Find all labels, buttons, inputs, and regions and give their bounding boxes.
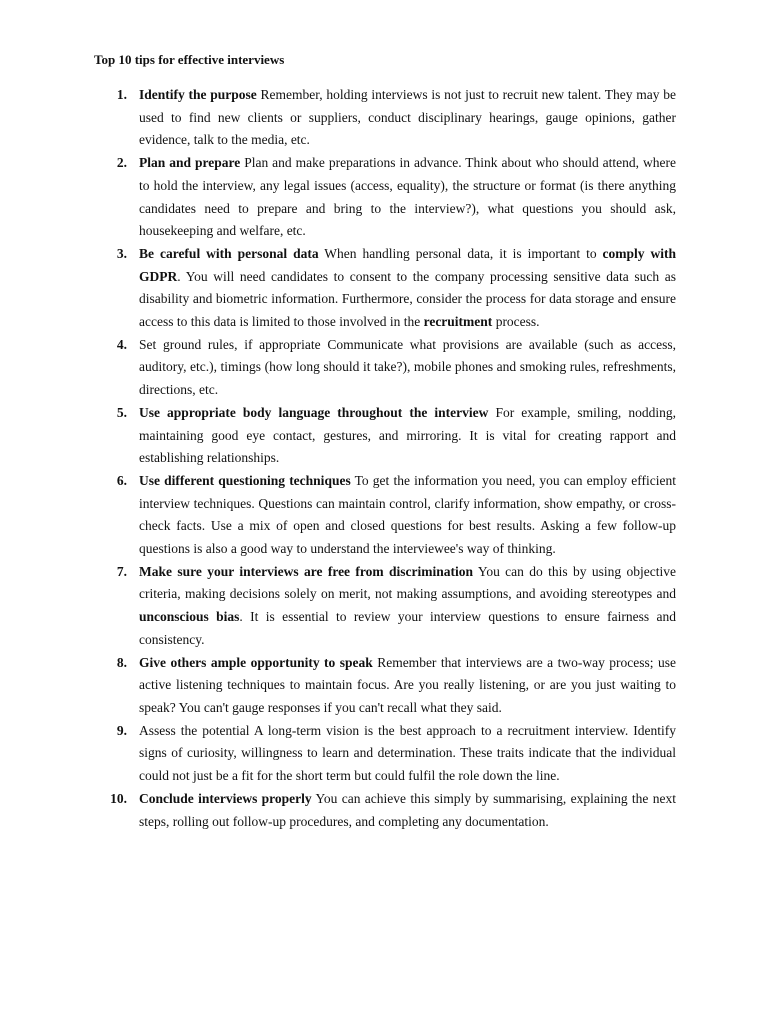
tip-body: To get the information you need, you can employ efficient interview techniques. Questions can maintain control, clarify information, show empathy, or cross-check facts. Use a mix of open and closed questions for best results. Asking a few follow-up questions is also a good way to understand the interviewee's way of thinking. xyxy=(139,472,677,557)
tip-body: Set ground rules, if appropriate Communicate what provisions are available (such as access, auditory, etc.), timings (how long should it take?), mobile phones and smoking rules, refreshments, directions, etc. xyxy=(139,336,676,398)
tip-text xyxy=(139,84,676,152)
tip-body: Remember that interviews are a two-way process; use active listening techniques to maintain focus. Are you really listening, or are you just waiting to speak? You can't gauge responses if you can't recall what they said. xyxy=(139,654,676,715)
tip-text xyxy=(139,152,676,243)
tip-number: 6. xyxy=(116,472,127,488)
tip-heading: Be careful with personal data xyxy=(139,245,319,261)
tip-heading: Use different questioning techniques xyxy=(139,472,351,488)
tip-item xyxy=(0,470,768,561)
tip-body: Remember, holding interviews is not just to recruit new talent. They may be used to find new clients or suppliers, conduct disciplinary hearings, gauge opinions, gather evidence, talk to the media, etc. xyxy=(139,87,676,148)
tip-body: When handling personal data, it is important to xyxy=(318,245,603,261)
tip-item xyxy=(0,652,768,720)
tip-number: 1. xyxy=(116,87,127,102)
tip-heading: Identify the purpose xyxy=(139,87,257,102)
document-title: Top 10 tips for effective interviews xyxy=(94,52,285,67)
tip-text xyxy=(139,561,676,652)
tips-list xyxy=(0,84,768,833)
tip-body: process. xyxy=(492,314,540,330)
tip-heading: Plan and prepare xyxy=(139,155,241,171)
tip-item xyxy=(0,243,768,334)
tip-heading: Use appropriate body language throughout the interview xyxy=(139,404,489,420)
tip-number: 3. xyxy=(116,245,127,261)
tip-item xyxy=(0,788,768,833)
tip-body: . It is essential to review your interview questions to ensure fairness and consistency. xyxy=(139,609,676,647)
tip-item xyxy=(0,402,768,470)
tip-item xyxy=(0,152,768,243)
tip-heading: Give others ample opportunity to speak xyxy=(139,654,373,670)
tip-number: 9. xyxy=(116,722,127,738)
tip-body: You can achieve this simply by summarising, explaining the next steps, rolling out follow-up procedures, and completing any documentation. xyxy=(139,790,676,829)
tip-body: Plan and make preparations in advance. Think about who should attend, where to hold the interview, any legal issues (access, equality), the structure or format (is there anything candidates need to prepare and bring to the interview?), what questions you should ask, housekeeping and welfare, etc. xyxy=(139,155,676,239)
tip-text xyxy=(139,402,676,470)
tip-body: Assess the potential A long-term vision is the best approach to a recruitment interview. Identify signs of curiosity, willingness to learn and determination. These traits indicate that the individual could not just be a fit for the short term but could fulfil the role down the line. xyxy=(139,722,676,784)
tip-inline-bold: comply with GDPR xyxy=(139,245,677,284)
tip-number: 4. xyxy=(116,336,127,352)
tip-body: For example, smiling, nodding, maintaining good eye contact, gestures, and mirroring. It is vital for creating rapport and establishing relationships. xyxy=(139,404,676,466)
tip-text xyxy=(139,788,676,833)
tip-number: 2. xyxy=(116,155,127,171)
tip-number: 7. xyxy=(116,563,127,579)
tip-number: 5. xyxy=(116,404,127,420)
tip-item xyxy=(0,334,768,402)
tip-text xyxy=(139,470,676,561)
tip-inline-bold: recruitment xyxy=(423,314,493,330)
tip-heading: Make sure your interviews are free from discrimination xyxy=(139,563,474,579)
tip-text xyxy=(139,652,676,720)
tip-item xyxy=(0,561,768,652)
tip-text xyxy=(139,720,676,788)
tip-number: 8. xyxy=(116,654,127,670)
tip-number: 10. xyxy=(110,790,127,806)
tip-text xyxy=(139,243,676,334)
tip-inline-bold: unconscious bias xyxy=(139,609,240,625)
tip-text xyxy=(139,334,676,402)
tip-heading: Conclude interviews properly xyxy=(139,790,312,806)
tip-item xyxy=(0,720,768,788)
tip-body: . You will need candidates to consent to the company processing sensitive data such as disability and biometric information. Furthermore, consider the process for data storage and ensure access to this data is limited to those involved in the xyxy=(139,268,676,330)
tip-item xyxy=(0,84,768,152)
tip-body: You can do this by using objective criteria, making decisions solely on merit, not making assumptions, and avoiding stereotypes and xyxy=(139,563,677,602)
